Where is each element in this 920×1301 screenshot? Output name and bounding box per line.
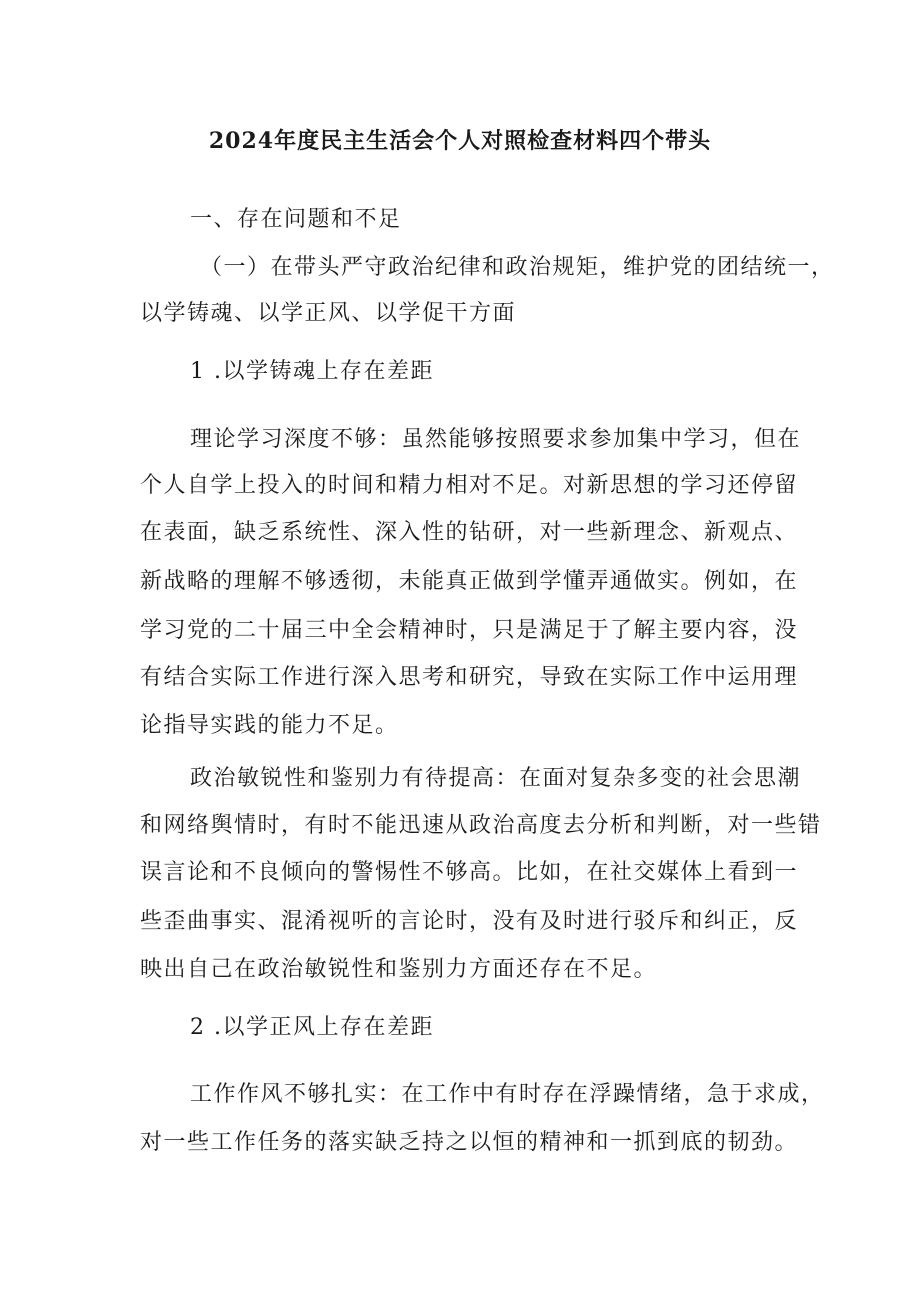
paragraph-line: 工作作风不够扎实：在工作中有时存在浮躁情绪，急于求成， [190, 1082, 825, 1107]
paragraph-line: 论指导实践的能力不足。 [140, 713, 399, 738]
paragraph-line: 新战略的理解不够透彻，未能真正做到学懂弄通做实。例如，在 [140, 569, 799, 594]
paragraph-line: 映出自己在政治敏锐性和鉴别力方面还存在不足。 [140, 957, 658, 982]
paragraph-line: 理论学习深度不够：虽然能够按照要求参加集中学习，但在 [190, 427, 802, 452]
paragraph-line: 有结合实际工作进行深入思考和研究，导致在实际工作中运用理 [140, 665, 799, 690]
paragraph-line: 误言论和不良倾向的警惕性不够高。比如，在社交媒体上看到一 [140, 860, 799, 885]
item-heading-2: 2 .以学正风上存在差距 [190, 1015, 434, 1040]
paragraph-line: 在表面，缺乏系统性、深入性的钻研，对一些新理念、新观点、 [140, 520, 799, 545]
document-title: 2024年度民主生活会个人对照检查材料四个带头 [208, 128, 712, 154]
paragraph-line: 政治敏锐性和鉴别力有待提高：在面对复杂多变的社会思潮 [190, 766, 802, 791]
section-heading-problems: 一、存在问题和不足 [190, 207, 402, 232]
paragraph-line: 学习党的二十届三中全会精神时，只是满足于了解主要内容，没 [140, 618, 799, 643]
paragraph-line: 些歪曲事实、混淆视听的言论时，没有及时进行驳斥和纠正，反 [140, 909, 799, 934]
subsection-heading-1-cont: 以学铸魂、以学正风、以学促干方面 [140, 301, 517, 326]
paragraph-line: 对一些工作任务的落实缺乏持之以恒的精神和一抓到底的韧劲。 [140, 1130, 799, 1155]
subsection-heading-1: （一）在带头严守政治纪律和政治规矩，维护党的团结统一， [200, 255, 835, 280]
item-heading-1: 1 .以学铸魂上存在差距 [190, 359, 434, 384]
paragraph-line: 个人自学上投入的时间和精力相对不足。对新思想的学习还停留 [140, 473, 799, 498]
paragraph-line: 和网络舆情时，有时不能迅速从政治高度去分析和判断，对一些错 [140, 813, 822, 838]
